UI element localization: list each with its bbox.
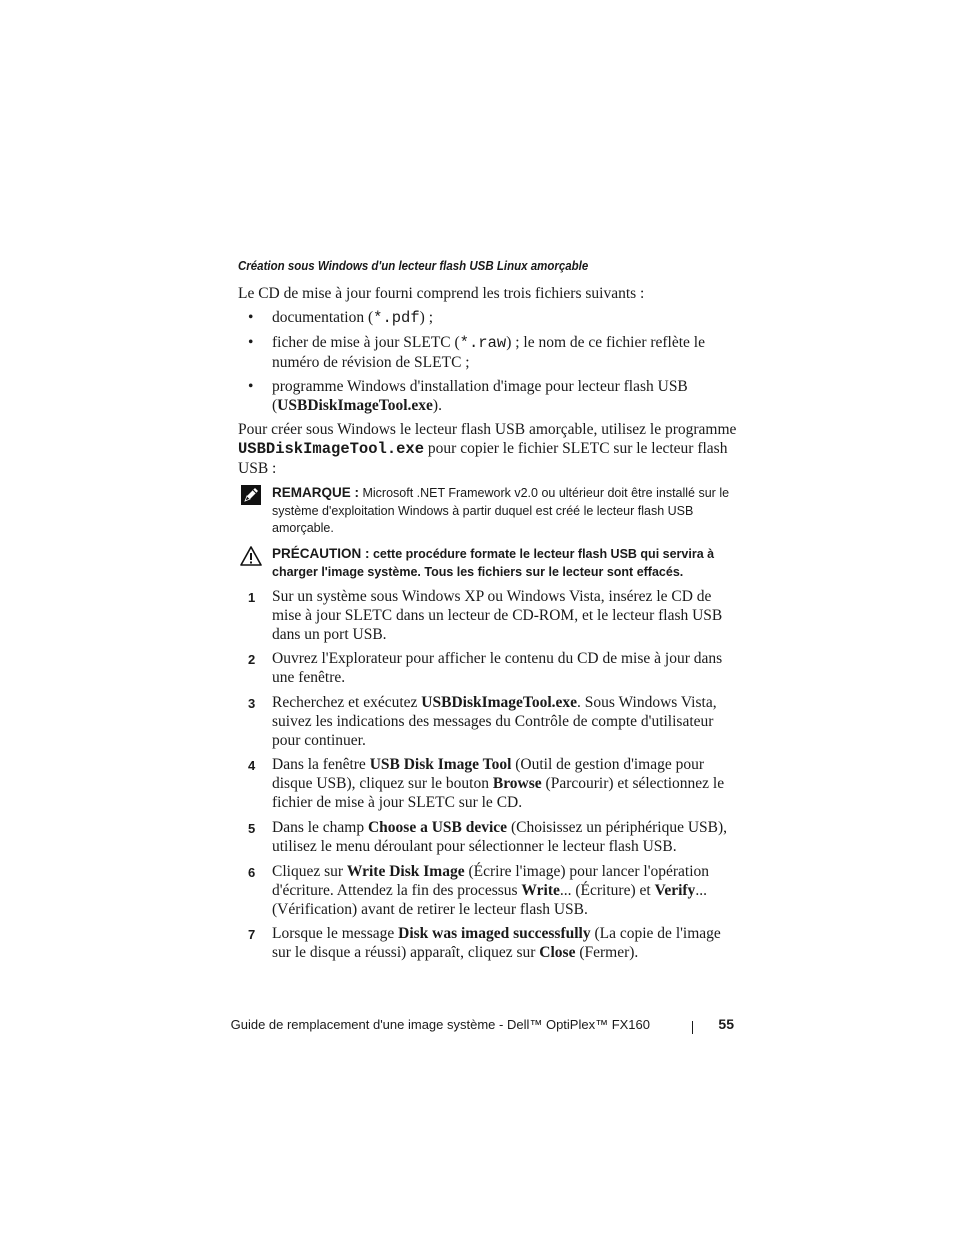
step-number: 7 — [248, 927, 256, 942]
footer-separator — [692, 1021, 693, 1034]
warning-triangle-icon — [240, 545, 262, 567]
step-text: Cliquez sur Write Disk Image (Écrire l'image) pour lancer l'opération d'écriture. Attendez la fin des processus Write... (Écriture) et Verify... (Vérification) avant de retirer le lecteur flash USB. — [272, 863, 710, 918]
bullet-marker: • — [248, 378, 254, 395]
program-name: USBDiskImageTool.exe — [277, 397, 433, 414]
step-number: 1 — [248, 590, 256, 605]
footer-title: Guide de remplacement d'une image système - Dell™ OptiPlex™ FX160 — [230, 1017, 650, 1032]
bullet-marker: • — [248, 334, 254, 351]
section-heading: Création sous Windows d'un lecteur flash USB Linux amorçable — [238, 259, 589, 273]
page-number: 55 — [718, 1016, 734, 1032]
instruction-paragraph: Pour créer sous Windows le lecteur flash USB amorçable, utilisez le programme USBDiskImageTool.exe pour copier le fichier SLETC sur le lecteur flash USB : — [238, 421, 737, 477]
code-text: *.raw — [459, 334, 507, 352]
step-number: 2 — [248, 652, 256, 667]
code-text: *.pdf — [373, 309, 420, 327]
step-text: Lorsque le message Disk was imaged successfully (La copie de l'image sur le disque a réussi) apparaît, cliquez sur Close (Fermer). — [272, 925, 721, 961]
code-text: USBDiskImageTool.exe — [238, 440, 425, 458]
step-number: 3 — [248, 696, 256, 711]
bullet-marker: • — [248, 309, 254, 326]
pencil-note-icon — [240, 484, 262, 506]
page-footer — [230, 1015, 738, 1035]
bullet-text: ficher de mise à jour SLETC (*.raw) ; le nom de ce fichier reflète le numéro de révision de SLETC ; — [272, 334, 705, 371]
step-text: Dans le champ Choose a USB device (Choisissez un périphérique USB), utilisez le menu déroulant pour sélectionner le lecteur flash USB. — [272, 819, 728, 855]
step-text: Dans la fenêtre USB Disk Image Tool (Outil de gestion d'image pour disque USB), cliquez sur le bouton Browse (Parcourir) et sélectionnez le fichier de mise à jour SLETC sur le CD. — [272, 756, 725, 811]
bullet-text: documentation (*.pdf) ; — [272, 309, 434, 327]
step-number: 4 — [248, 758, 256, 773]
step-text: Ouvrez l'Explorateur pour afficher le contenu du CD de mise à jour dans une fenêtre. — [272, 650, 723, 686]
caution-text: PRÉCAUTION : cette procédure formate le lecteur flash USB qui servira à charger l'image système. Tous les fichiers sur le lecteur sont effacés. — [272, 546, 715, 579]
step-number: 6 — [248, 865, 256, 880]
caution-label: PRÉCAUTION : — [272, 546, 370, 561]
note-label: REMARQUE : — [272, 485, 359, 500]
bullet-text: programme Windows d'installation d'image pour lecteur flash USB (USBDiskImageTool.exe). — [272, 378, 688, 414]
step-text: Sur un système sous Windows XP ou Windows Vista, insérez le CD de mise à jour SLETC dans un lecteur de CD-ROM, et le lecteur flash USB dans un port USB. — [272, 588, 723, 643]
note-text: REMARQUE : Microsoft .NET Framework v2.0 ou ultérieur doit être installé sur le système d'exploitation Windows à partir duquel est créé le lecteur flash USB amorçable. — [272, 485, 730, 535]
intro-paragraph: Le CD de mise à jour fourni comprend les trois fichiers suivants : — [238, 285, 645, 302]
step-number: 5 — [248, 821, 256, 836]
step-text: Recherchez et exécutez USBDiskImageTool.exe. Sous Windows Vista, suivez les indications des messages du Contrôle de compte d'utilisateur pour continuer. — [272, 694, 717, 749]
